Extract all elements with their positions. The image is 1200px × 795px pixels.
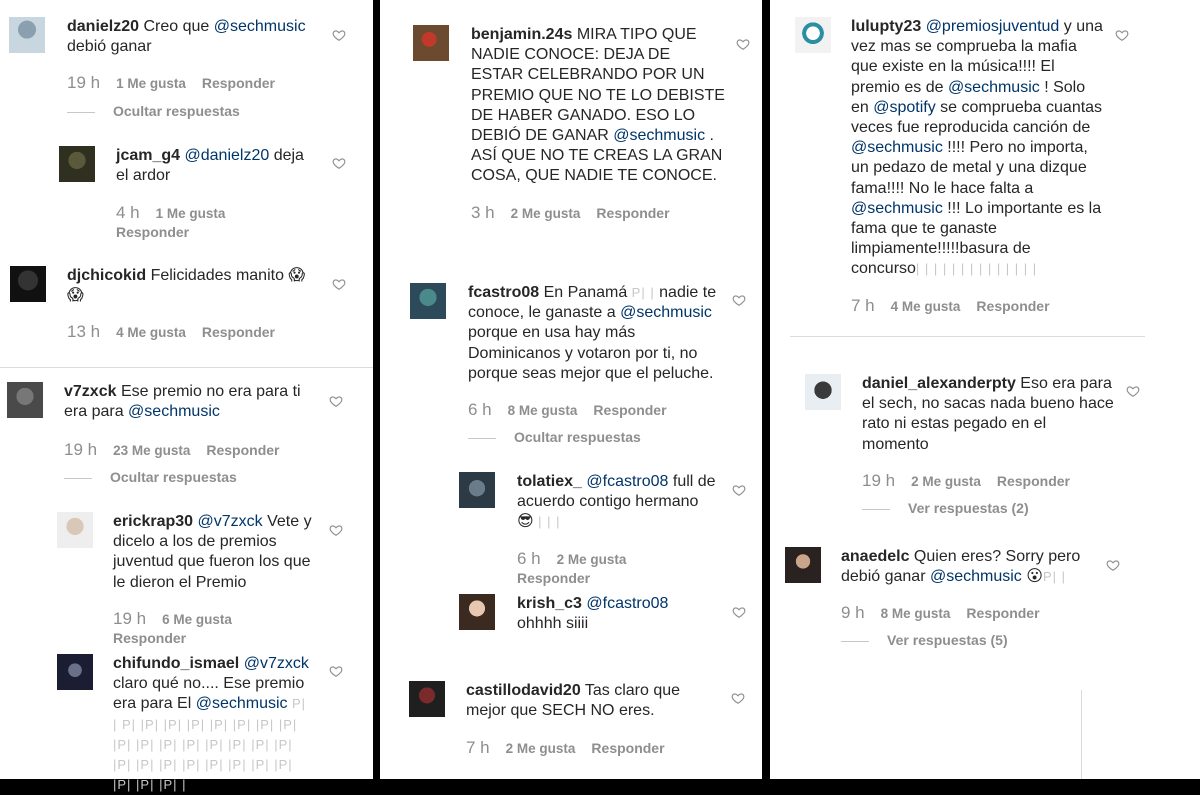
- timestamp: 4 h: [116, 203, 140, 222]
- username[interactable]: tolatiex_: [517, 473, 582, 490]
- comments-column-2: [380, 0, 762, 779]
- heart-icon[interactable]: [1115, 28, 1129, 42]
- mention-link[interactable]: @fcastro08: [586, 473, 669, 490]
- username[interactable]: daniel_alexanderpty: [862, 375, 1016, 392]
- comment-text: danielz20 Creo que @sechmusic debió ganar: [67, 18, 306, 56]
- heart-icon[interactable]: [732, 483, 746, 497]
- comment-text: benjamin.24s MIRA TIPO QUE NADIE CONOCE: DEJA DE ESTAR CELEBRANDO POR UN PREMIO QUE NO TE LO DEBISTE DE HABER GANADO. ESO LO DEBIÓ DE GANAR @sechmusic . ASÍ QUE NO TE CREAS LA GRAN COSA, QUE NADIE TE CONOCE.: [471, 26, 725, 185]
- username[interactable]: castillodavid20: [466, 682, 581, 699]
- avatar[interactable]: [805, 374, 841, 410]
- reply-button[interactable]: Responder: [201, 75, 275, 91]
- heart-icon[interactable]: [332, 156, 346, 170]
- avatar[interactable]: [785, 547, 821, 583]
- mention-link[interactable]: @danielz20: [184, 147, 270, 164]
- timestamp: 19 h: [113, 609, 147, 628]
- comment-meta: [64, 440, 280, 460]
- likes-count[interactable]: 4 Me gusta: [890, 299, 961, 314]
- comment-text: chifundo_ismael @v7zxck claro qué no.... Ese premio era para El @sechmusic P| | P| |P| |P| |P| |P| |P| |P| |P| |P| |P| |P| |P| |P| |P| |P| |P| |P| |P| |P| |P| |P| |P| |P| |P| |P| |P| |P| |: [113, 655, 309, 793]
- comment-meta: [851, 296, 1050, 316]
- username[interactable]: lulupty23: [851, 18, 922, 35]
- reply-button[interactable]: Responder: [593, 402, 667, 418]
- comment-text: erickrap30 @v7zxck Vete y dicelo a los de premios juventud que fueron los que le dieron el Premio: [113, 513, 312, 591]
- hide-replies-button[interactable]: Ocultar respuestas: [67, 103, 240, 119]
- mention-link[interactable]: @v7zxck: [243, 655, 309, 672]
- mention-link[interactable]: @sechmusic: [620, 304, 712, 322]
- reply-button[interactable]: Responder: [206, 442, 280, 458]
- timestamp: 13 h: [67, 322, 101, 341]
- likes-count[interactable]: 1 Me gusta: [116, 76, 186, 91]
- reply-button[interactable]: Responder: [966, 605, 1040, 621]
- avatar[interactable]: [57, 654, 93, 690]
- likes-count[interactable]: 2 Me gusta: [505, 741, 576, 756]
- avatar[interactable]: [10, 266, 46, 302]
- timestamp: 7 h: [851, 296, 875, 315]
- garbled-characters: | | |: [538, 514, 561, 530]
- mention-link[interactable]: @sechmusic: [929, 568, 1022, 586]
- avatar[interactable]: [410, 283, 446, 319]
- avatar[interactable]: [59, 146, 95, 182]
- mention-link[interactable]: @spotify: [873, 98, 936, 116]
- reply-button[interactable]: Responder: [113, 630, 187, 646]
- comment-text: v7zxck Ese premio no era para ti era para @sechmusic: [64, 383, 301, 421]
- likes-count[interactable]: 8 Me gusta: [880, 606, 951, 621]
- comments-column-3: [770, 0, 1200, 779]
- likes-count[interactable]: 1 Me gusta: [155, 206, 226, 221]
- heart-icon[interactable]: [329, 394, 343, 408]
- avatar[interactable]: [57, 512, 93, 548]
- username[interactable]: v7zxck: [64, 383, 117, 400]
- likes-count[interactable]: 6 Me gusta: [162, 612, 232, 627]
- surprised-emoji: 😮: [1026, 568, 1043, 586]
- comment-meta: [67, 322, 275, 342]
- timestamp: 6 h: [468, 400, 492, 419]
- heart-icon[interactable]: [732, 605, 746, 619]
- heart-icon[interactable]: [1126, 384, 1140, 398]
- timestamp: 19 h: [67, 73, 101, 92]
- avatar[interactable]: [795, 17, 831, 53]
- hide-replies-button[interactable]: Ocultar respuestas: [64, 469, 237, 485]
- mention-link[interactable]: @sechmusic: [213, 18, 306, 35]
- mention-link[interactable]: @sechmusic: [128, 403, 220, 421]
- likes-count[interactable]: 2 Me gusta: [911, 474, 981, 489]
- garbled-characters: P| |: [1042, 569, 1066, 585]
- likes-count[interactable]: 4 Me gusta: [116, 325, 186, 340]
- reply-button[interactable]: Responder: [996, 473, 1070, 489]
- mention-link[interactable]: @sechmusic: [947, 78, 1040, 96]
- likes-count[interactable]: 8 Me gusta: [507, 403, 578, 418]
- likes-count[interactable]: 23 Me gusta: [113, 443, 191, 458]
- likes-count[interactable]: 2 Me gusta: [510, 206, 581, 221]
- divider: [790, 336, 1145, 337]
- username[interactable]: krish_c3: [517, 595, 582, 612]
- garbled-characters: | | | | | | | | | | | | | |: [915, 261, 1038, 277]
- mention-link[interactable]: @sechmusic: [613, 127, 706, 145]
- divider: [1081, 690, 1082, 779]
- sunglasses-emoji: 😎: [517, 513, 534, 531]
- comment-text: jcam_g4 @danielz20 deja el ardor: [116, 147, 304, 185]
- avatar[interactable]: [9, 17, 45, 53]
- timestamp: 19 h: [64, 440, 98, 459]
- view-replies-button[interactable]: Ver respuestas (2): [862, 500, 1029, 516]
- comment-meta: [113, 609, 248, 646]
- comment-meta: [116, 203, 241, 240]
- comment-meta: [67, 73, 275, 93]
- avatar[interactable]: [7, 382, 43, 418]
- heart-icon[interactable]: [332, 28, 346, 42]
- timestamp: 7 h: [466, 738, 490, 757]
- likes-count[interactable]: 2 Me gusta: [556, 552, 627, 567]
- avatar[interactable]: [459, 472, 495, 508]
- divider: [0, 367, 373, 368]
- username[interactable]: djchicokid: [67, 267, 147, 284]
- username[interactable]: jcam_g4: [116, 147, 181, 164]
- view-replies-button[interactable]: Ver respuestas (5): [841, 632, 1008, 648]
- comment-text: djchicokid Felicidades manito 😱 😱: [67, 267, 306, 305]
- avatar[interactable]: [413, 25, 449, 61]
- comment-meta: [468, 400, 667, 420]
- mention-link[interactable]: @premiosjuventud: [925, 18, 1060, 35]
- heart-icon[interactable]: [1106, 558, 1120, 572]
- comment-text: daniel_alexanderpty Eso era para el sech, no sacas nada bueno hace rato ni estas pegado en el momento: [862, 375, 1114, 453]
- reply-button[interactable]: Responder: [517, 570, 591, 586]
- comment-text: anaedelc Quien eres? Sorry pero debió ganar @sechmusic 😮P| |: [841, 548, 1081, 586]
- comments-column-1: [0, 0, 373, 793]
- garbled-characters: P| |: [631, 285, 655, 300]
- username[interactable]: erickrap30: [113, 513, 194, 530]
- reply-button[interactable]: Responder: [116, 224, 190, 240]
- heart-icon[interactable]: [329, 523, 343, 537]
- mention-link[interactable]: @sechmusic: [851, 199, 943, 217]
- comment-meta: [466, 738, 665, 758]
- username[interactable]: danielz20: [67, 18, 140, 35]
- username[interactable]: benjamin.24s: [471, 26, 573, 43]
- garbled-characters: P| | P| |P| |P| |P| |P| |P| |P| |P| |P| |P| |P| |P| |P| |P| |P| |P| |P| |P| |P| |P| |P| |P| |P| |P| |P| |P| |P| |: [113, 696, 307, 793]
- username[interactable]: fcastro08: [468, 284, 540, 301]
- heart-icon[interactable]: [332, 277, 346, 291]
- comment-meta: [862, 471, 1070, 491]
- username[interactable]: chifundo_ismael: [113, 655, 240, 672]
- reply-button[interactable]: Responder: [976, 298, 1050, 314]
- comment-text: krish_c3 @fcastro08 ohhhh siiii: [517, 595, 669, 633]
- timestamp: 19 h: [862, 471, 896, 490]
- avatar[interactable]: [459, 594, 495, 630]
- mention-link[interactable]: @sechmusic: [851, 139, 943, 157]
- reply-button[interactable]: Responder: [596, 205, 670, 221]
- comment-text: lulupty23 @premiosjuventud y una vez mas se comprueba la mafia que existe en la música!!!! El premio es de @sechmusic ! Solo en @spotify se comprueba cuantas veces fue reproducida canción de @sechmusic !!!! Pero no importa, un pedazo de metal y una dizque fama!!!! No le hace falta a @sechmusic !!! Lo importante es la fama que te ganaste limpiamente!!!!!basura de concurso| | | | | | | | | | | | | |: [851, 18, 1103, 278]
- reply-button[interactable]: Responder: [201, 324, 275, 340]
- comment-meta: [517, 549, 642, 586]
- reply-button[interactable]: Responder: [591, 740, 665, 756]
- heart-icon[interactable]: [731, 691, 745, 705]
- username[interactable]: anaedelc: [841, 548, 910, 565]
- comment-meta: [471, 203, 670, 223]
- hide-replies-button[interactable]: Ocultar respuestas: [468, 429, 641, 445]
- comment-text: tolatiex_ @fcastro08 full de acuerdo contigo hermano 😎 | | |: [517, 473, 716, 531]
- comment-text: fcastro08 En Panamá P| | nadie te conoce, le ganaste a @sechmusic porque en usa hay más Dominicanos y votaron por ti, no porque seas mejor que el peluche.: [468, 284, 717, 382]
- timestamp: 6 h: [517, 549, 541, 568]
- heart-icon[interactable]: [329, 664, 343, 678]
- comment-text: castillodavid20 Tas claro que mejor que SECH NO eres.: [466, 682, 681, 720]
- mention-link[interactable]: @sechmusic: [195, 695, 288, 713]
- timestamp: 3 h: [471, 203, 495, 222]
- mention-link[interactable]: @v7zxck: [197, 513, 263, 530]
- heart-icon[interactable]: [732, 293, 746, 307]
- timestamp: 9 h: [841, 603, 865, 622]
- mention-link[interactable]: @fcastro08: [586, 595, 669, 612]
- emoji: 😱 😱: [67, 267, 306, 305]
- avatar[interactable]: [409, 681, 445, 717]
- comment-meta: [841, 603, 1040, 623]
- heart-icon[interactable]: [736, 37, 750, 51]
